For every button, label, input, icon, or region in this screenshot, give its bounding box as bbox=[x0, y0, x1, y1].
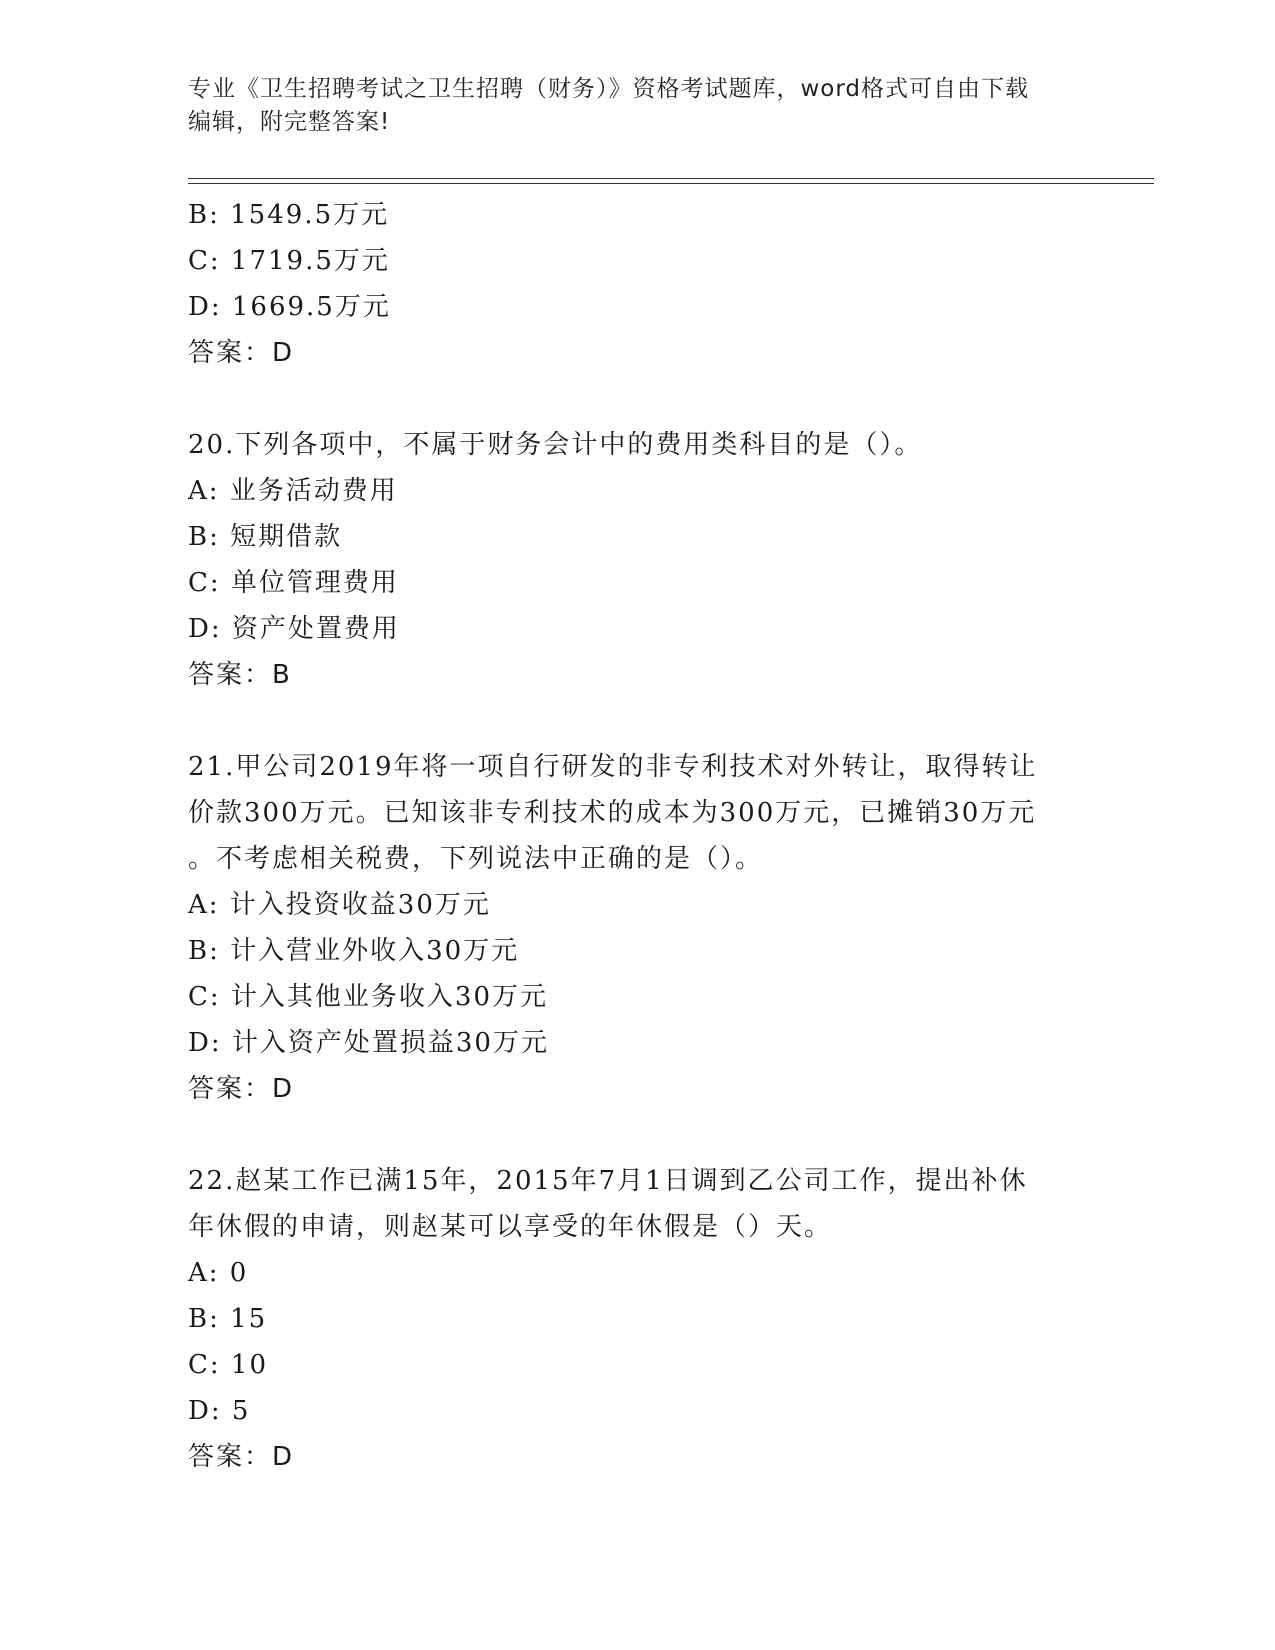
question-stem-line-2: 价款300万元。已知该非专利技术的成本为300万元，已摊销30万元 bbox=[188, 798, 1037, 828]
spacer bbox=[188, 376, 1088, 422]
question-20 bbox=[188, 422, 1088, 698]
question-stem-line-3: 。不考虑相关税费，下列说法中正确的是（）。 bbox=[188, 844, 764, 874]
answer-line: 答案：D bbox=[188, 1074, 295, 1104]
question-21 bbox=[188, 744, 1088, 1112]
header-line-2: 编辑，附完整答案! bbox=[188, 109, 391, 135]
option-d: D: 计入资产处置损益30万元 bbox=[188, 1028, 549, 1058]
question-list bbox=[188, 192, 1088, 1480]
option-a: A: 0 bbox=[188, 1258, 249, 1288]
header-divider-bottom bbox=[188, 183, 1154, 184]
question-stem: 20.下列各项中，不属于财务会计中的费用类科目的是（）。 bbox=[188, 430, 923, 460]
question-stem-line-1: 22.赵某工作已满15年，2015年7月1日调到乙公司工作，提出补休 bbox=[188, 1166, 1028, 1196]
question-stem-line-1: 21.甲公司2019年将一项自行研发的非专利技术对外转让，取得转让 bbox=[188, 752, 1038, 782]
option-b: B: 15 bbox=[188, 1304, 268, 1334]
option-c: C: 计入其他业务收入30万元 bbox=[188, 982, 549, 1012]
answer-line: 答案：B bbox=[188, 660, 292, 690]
option-a: A: 业务活动费用 bbox=[188, 476, 398, 506]
option-b: B: 计入营业外收入30万元 bbox=[188, 936, 520, 966]
header-divider-top bbox=[188, 178, 1154, 179]
option-b: B: 1549.5万元 bbox=[188, 200, 390, 230]
option-d: D: 5 bbox=[188, 1396, 251, 1426]
question-22 bbox=[188, 1158, 1088, 1480]
option-a: A: 计入投资收益30万元 bbox=[188, 890, 491, 920]
option-c: C: 10 bbox=[188, 1350, 269, 1380]
question-19-tail bbox=[188, 192, 1088, 376]
question-stem-line-2: 年休假的申请，则赵某可以享受的年休假是（）天。 bbox=[188, 1212, 833, 1242]
spacer bbox=[188, 1112, 1088, 1158]
option-c: C: 单位管理费用 bbox=[188, 568, 399, 598]
answer-line: 答案：D bbox=[188, 1442, 295, 1472]
option-d: D: 资产处置费用 bbox=[188, 614, 400, 644]
option-c: C: 1719.5万元 bbox=[188, 246, 390, 276]
option-b: B: 短期借款 bbox=[188, 522, 343, 552]
document-header bbox=[188, 73, 1068, 139]
header-line-1: 专业《卫生招聘考试之卫生招聘（财务）》资格考试题库，word格式可自由下载 bbox=[188, 76, 1030, 102]
answer-line: 答案：D bbox=[188, 338, 295, 368]
spacer bbox=[188, 698, 1088, 744]
option-d: D: 1669.5万元 bbox=[188, 292, 391, 322]
